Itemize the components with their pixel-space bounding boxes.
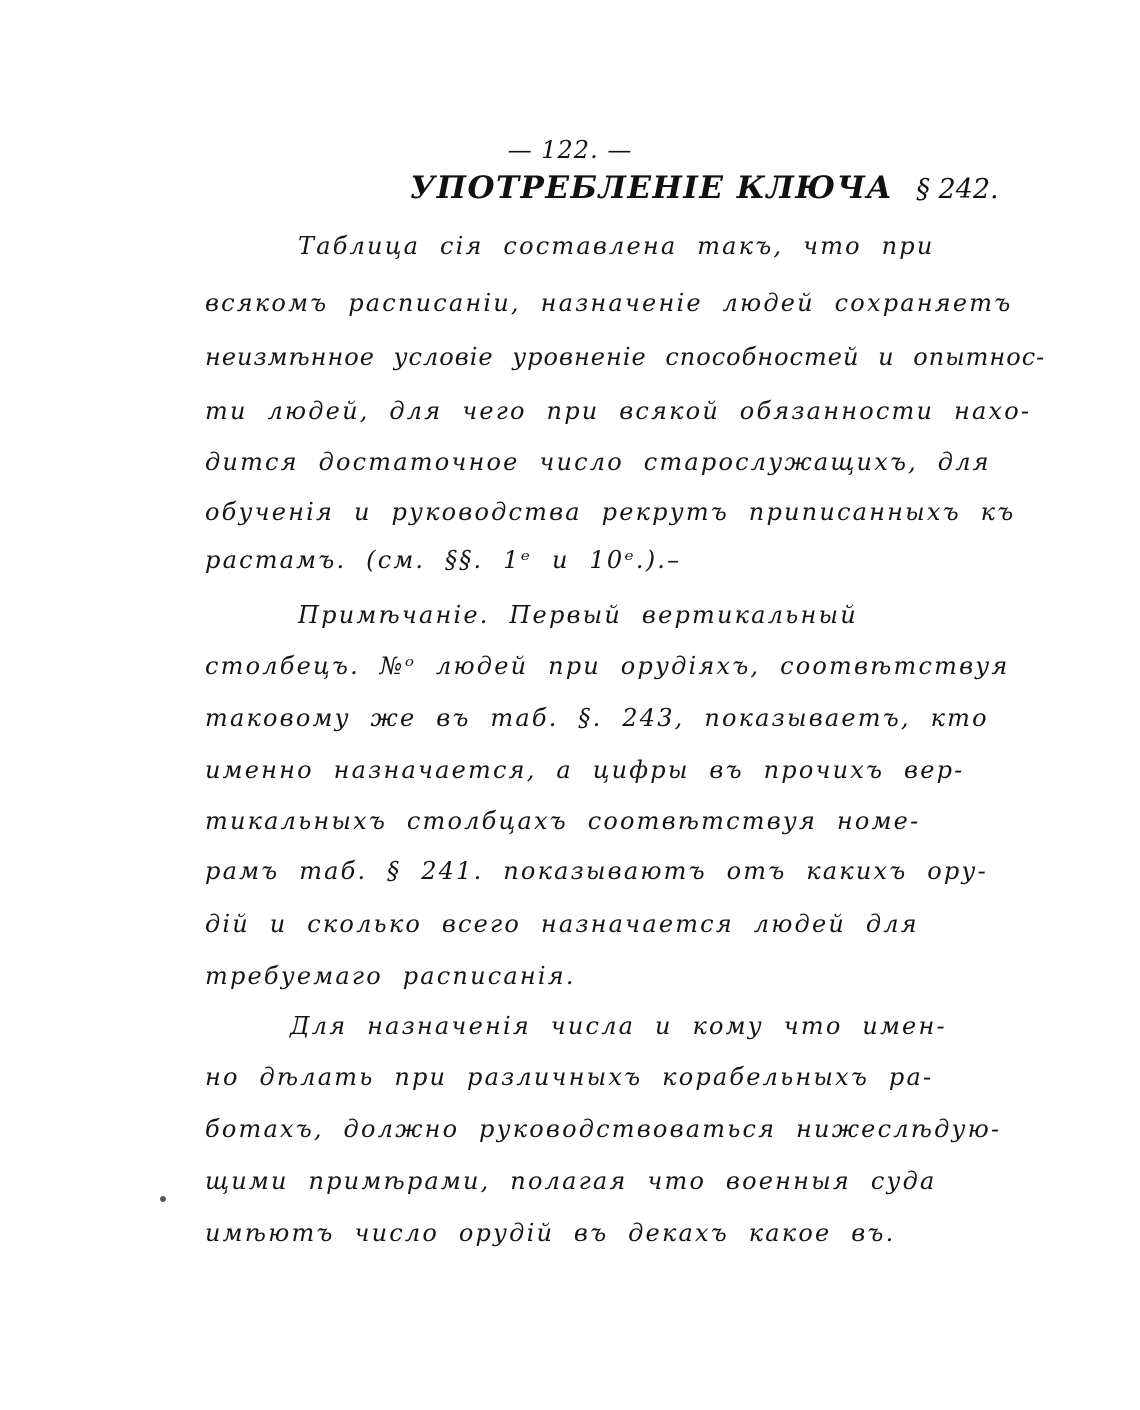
text-line: дій и сколько всего назначается людей для	[205, 910, 919, 938]
text-line: имѣютъ число орудій въ декахъ какое въ.	[205, 1219, 896, 1247]
text-line: но дѣлать при различныхъ корабельныхъ ра-	[205, 1063, 934, 1091]
text-line: именно назначается, а цифры въ прочихъ вер-	[205, 756, 965, 784]
text-line: ти людей, для чего при всякой обязанности нахо-	[205, 397, 1032, 425]
text-line: столбецъ. №ᵒ людей при орудіяхъ, соотвѣтствуя	[205, 652, 1010, 680]
text-line: щими примѣрами, полагая что военныя суда	[205, 1167, 937, 1195]
text-line: дится достаточное число старослужащихъ, для	[205, 448, 991, 476]
text-line: растамъ. (см. §§. 1ᵉ и 10ᵉ.).–	[205, 546, 682, 574]
text-line: ботахъ, должно руководствоваться нижеслѣдую-	[205, 1115, 1002, 1143]
text-line: таковому же въ таб. §. 243, показываетъ, кто	[205, 704, 989, 732]
text-line: тикальныхъ столбцахъ соотвѣтствуя номе-	[205, 807, 921, 835]
ink-mark	[160, 1196, 166, 1202]
heading-title: УПОТРЕБЛЕНІЕ КЛЮЧА	[410, 170, 894, 206]
text-line: Таблица сія составлена такъ, что при	[298, 232, 935, 260]
text-line: рамъ таб. § 241. показываютъ отъ какихъ ору-	[205, 857, 988, 885]
page-number: — 122. —	[507, 136, 633, 164]
text-line: неизмѣнное условіе уровненіе способностей и опытнос-	[205, 343, 1046, 371]
text-line: Для назначенія числа и кому что имен-	[290, 1012, 947, 1040]
text-line: Примѣчаніе. Первый вертикальный	[298, 601, 858, 629]
text-line: всякомъ расписаніи, назначеніе людей сохраняетъ	[205, 289, 1013, 317]
text-line: требуемаго расписанія.	[205, 962, 576, 990]
text-line: обученія и руководства рекрутъ приписанныхъ къ	[205, 498, 1016, 526]
section-heading	[410, 170, 1010, 206]
section-reference: § 242.	[916, 174, 999, 205]
